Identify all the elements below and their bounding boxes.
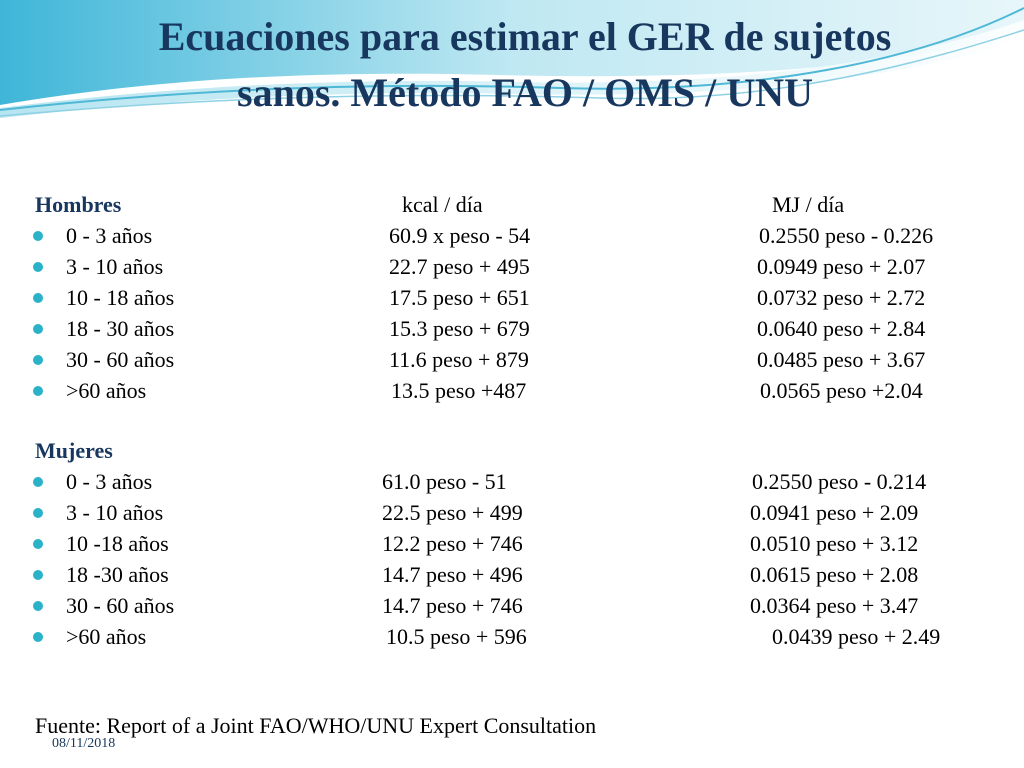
mujeres-kcal: 12.2 peso + 746 (382, 531, 523, 556)
hombres-kcal: 60.9 x peso - 54 (389, 223, 531, 248)
mujeres-age: 3 - 10 años (66, 500, 164, 525)
bullet-icon (33, 231, 43, 241)
slide-title-line1: Ecuaciones para estimar el GER de sujetos (158, 14, 892, 59)
hombres-age: 10 - 18 años (66, 285, 175, 310)
hombres-mj: 0.0565 peso +2.04 (760, 378, 923, 403)
mujeres-mj: 0.0941 peso + 2.09 (750, 500, 919, 525)
hombres-kcal: 22.7 peso + 495 (389, 254, 530, 279)
hombres-mj: 0.0485 peso + 3.67 (757, 347, 926, 372)
hombres-kcal-unit: kcal / día (402, 192, 483, 217)
hombres-heading: Hombres (35, 192, 122, 217)
mujeres-mj: 0.2550 peso - 0.214 (752, 469, 927, 494)
hombres-kcal: 11.6 peso + 879 (389, 347, 529, 372)
bullet-icon (33, 601, 43, 611)
mujeres-mj: 0.0364 peso + 3.47 (750, 593, 919, 618)
mujeres-mj: 0.0439 peso + 2.49 (772, 624, 941, 649)
mujeres-age: 30 - 60 años (66, 593, 175, 618)
bullet-icon (33, 262, 43, 272)
hombres-kcal: 17.5 peso + 651 (389, 285, 530, 310)
bullet-icon (33, 632, 43, 642)
slide-title-line2: sanos. Método FAO / OMS / UNU (237, 70, 813, 115)
mujeres-mj: 0.0510 peso + 3.12 (750, 531, 919, 556)
hombres-mj: 0.0949 peso + 2.07 (757, 254, 926, 279)
bullet-icon (33, 355, 43, 365)
mujeres-age: 18 -30 años (66, 562, 169, 587)
hombres-age: 3 - 10 años (66, 254, 164, 279)
hombres-kcal: 13.5 peso +487 (391, 378, 527, 403)
hombres-mj: 0.0732 peso + 2.72 (757, 285, 926, 310)
hombres-mj-unit: MJ / día (772, 192, 845, 217)
bullet-icon (33, 539, 43, 549)
source-note: Fuente: Report of a Joint FAO/WHO/UNU Expert Consultation (35, 713, 597, 738)
mujeres-age: 0 - 3 años (66, 469, 153, 494)
mujeres-age: >60 años (66, 624, 147, 649)
mujeres-kcal: 14.7 peso + 746 (382, 593, 523, 618)
mujeres-kcal: 10.5 peso + 596 (386, 624, 527, 649)
hombres-age: >60 años (66, 378, 147, 403)
slide-date: 08/11/2018 (52, 736, 116, 751)
bullet-icon (33, 570, 43, 580)
bullet-icon (33, 508, 43, 518)
mujeres-kcal: 61.0 peso - 51 (382, 469, 507, 494)
bullet-icon (33, 386, 43, 396)
mujeres-mj: 0.0615 peso + 2.08 (750, 562, 919, 587)
bullet-icon (33, 477, 43, 487)
mujeres-age: 10 -18 años (66, 531, 169, 556)
mujeres-heading: Mujeres (35, 438, 113, 463)
mujeres-kcal: 22.5 peso + 499 (382, 500, 523, 525)
hombres-mj: 0.0640 peso + 2.84 (757, 316, 926, 341)
hombres-age: 18 - 30 años (66, 316, 175, 341)
hombres-age: 0 - 3 años (66, 223, 153, 248)
mujeres-kcal: 14.7 peso + 496 (382, 562, 523, 587)
hombres-kcal: 15.3 peso + 679 (389, 316, 530, 341)
hombres-age: 30 - 60 años (66, 347, 175, 372)
bullet-icon (33, 293, 43, 303)
hombres-mj: 0.2550 peso - 0.226 (759, 223, 934, 248)
bullet-icon (33, 324, 43, 334)
